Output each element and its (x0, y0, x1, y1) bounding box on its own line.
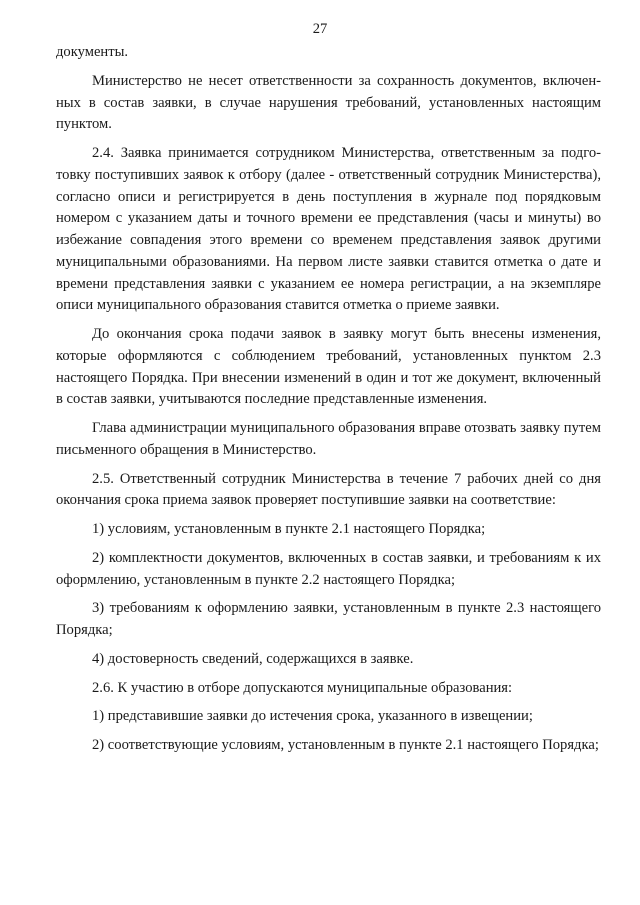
paragraph-2-5: 2.5. Ответственный сотрудник Министерства в течение 7 рабочих дней со дня окончания срока приема заявок проверяет поступившие заявки на соответствие: (56, 470, 601, 509)
document-body (56, 42, 601, 764)
paragraph-changes: До окончания срока подачи заявок в заявку могут быть внесены изменения, которые оформляются с соблюдением требований, установленных пунктом 2.3 настоящего Порядка. При внесении изменений в один и тот же документ, включенный в состав заявки, учитываются последние представленные изменения. (56, 326, 601, 408)
paragraph-responsibility: Министерство не несет ответственности за сохранность документов, включенных в состав заявки, в случае нарушения требований, установленных настоящим пунктом. (56, 72, 601, 133)
paragraph-continuation: документы. (56, 44, 129, 60)
list-item-2-5-4: 4) достоверность сведений, содержащихся в заявке. (92, 650, 414, 667)
paragraph-2-4: 2.4. Заявка принимается сотрудником Министерства, ответственным за подготовку поступивших заявок к отбору (далее - ответственный сотрудник Министерства), согласно описи и регистрируется в день поступления в журнале под порядковым номером с указанием даты и точного времени ее представления (часы и минуты) во избежание совпадения этого времени со временем представления заявок другими муниципальными образованиями. На первом листе заявки ставится отметка о дате и времени представления заявки с указанием ее номера регистрации, а на экземпляре описи муниципального образования ставится отметка о приеме заявки. (56, 145, 601, 314)
list-item-2-5-3: 3) требованиям к оформлению заявки, установленным в пункте 2.3 настоящего Порядка; (56, 600, 601, 638)
paragraph-2-6: 2.6. К участию в отборе допускаются муниципальные образования: (92, 679, 513, 696)
list-item-2-6-2: 2) соответствующие условиям, установленным в пункте 2.1 настоящего Порядка; (92, 737, 599, 753)
list-item-2-6-1: 1) представившие заявки до истечения срока, указанного в извещении; (92, 708, 533, 725)
paragraph-withdrawal: Глава администрации муниципального образования вправе отозвать заявку путем письменного обращения в Министерство. (56, 420, 601, 458)
page-number: 27 (312, 21, 328, 37)
list-item-2-5-1: 1) условиям, установленным в пункте 2.1 настоящего Порядка; (92, 521, 486, 537)
list-item-2-5-2: 2) комплектности документов, включенных в состав заявки, и требованиям к их оформлению, установленным в пункте 2.2 настоящего Порядка; (56, 549, 601, 588)
